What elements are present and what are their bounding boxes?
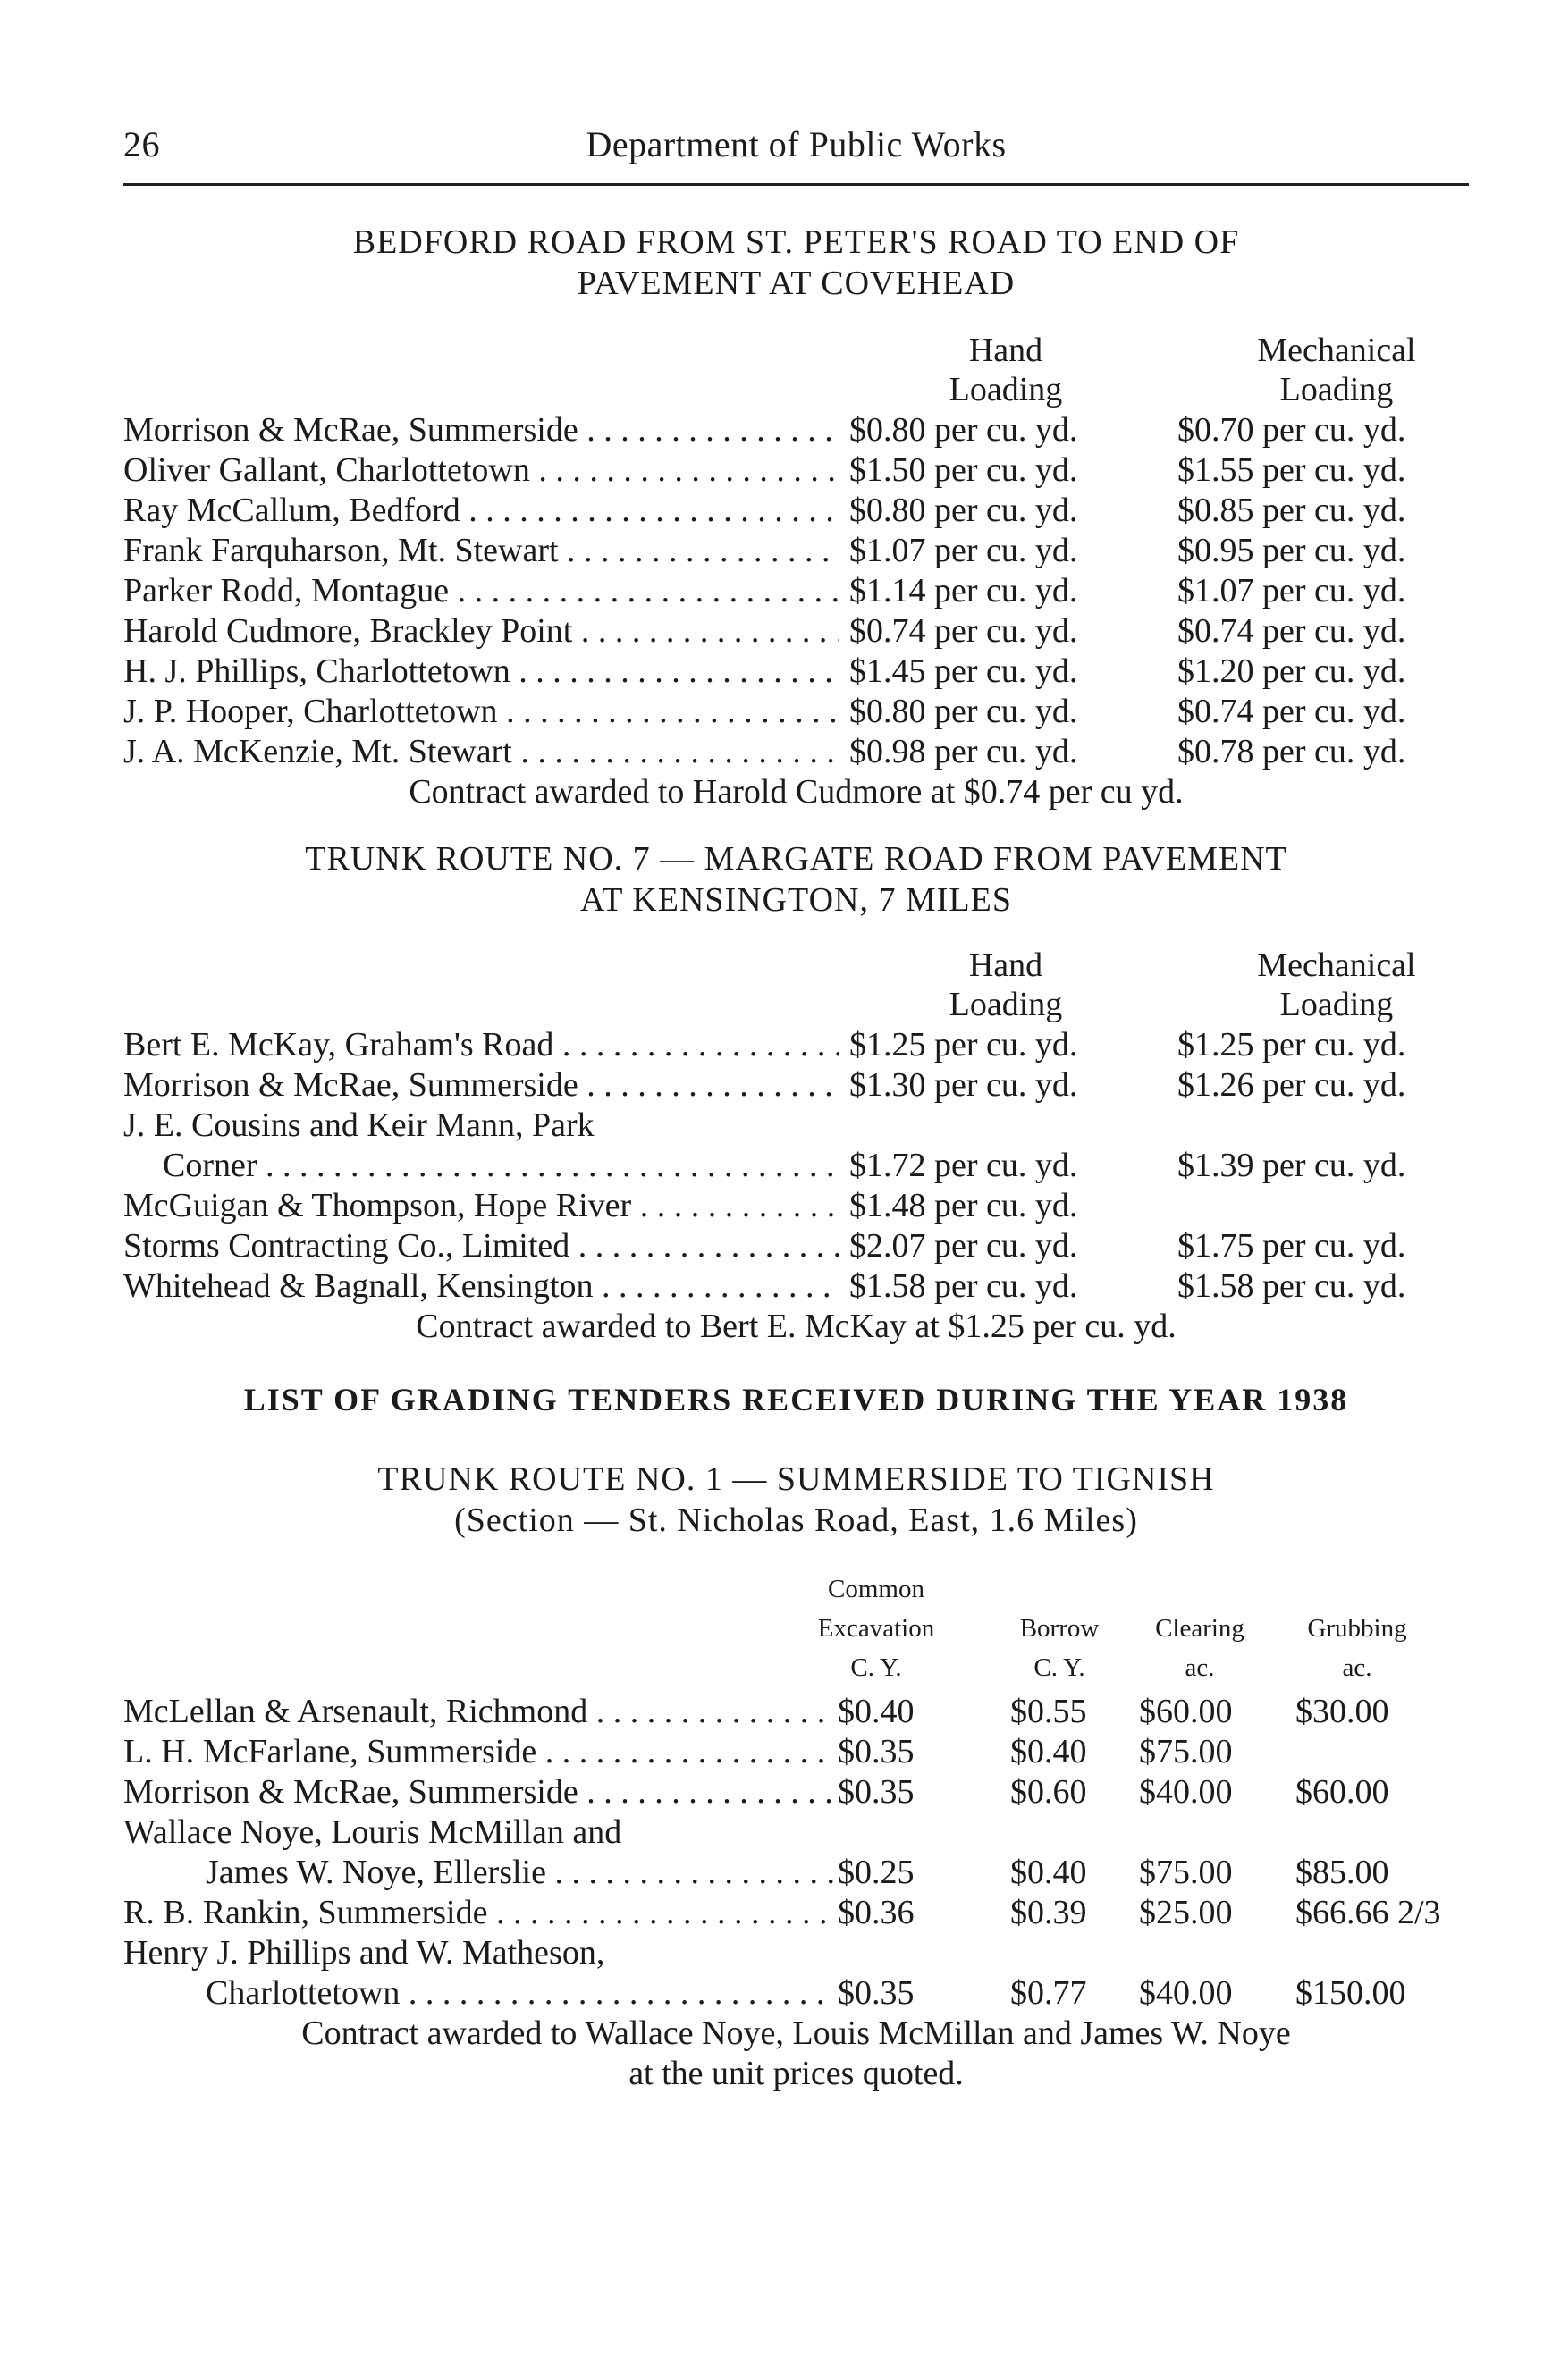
mech-price: $0.85 per cu. yd.: [1177, 492, 1406, 529]
col-header-mech-loading: Loading: [1279, 371, 1394, 408]
hand-price: $1.45 per cu. yd.: [849, 652, 1078, 690]
hand-price: $1.58 per cu. yd.: [849, 1267, 1078, 1305]
bidder-name: Storms Contracting Co., Limited . . .: [123, 1226, 839, 1266]
hand-price: $0.80 per cu. yd.: [849, 492, 1078, 529]
hand-price: $1.07 per cu. yd.: [849, 532, 1078, 569]
clearing-price: $60.00: [1139, 1693, 1233, 1730]
mech-price: $1.39 per cu. yd.: [1177, 1147, 1406, 1184]
table-row: [0, 1065, 1552, 1105]
bidder-name-line1: Henry J. Phillips and W. Matheson,: [123, 1934, 605, 1972]
mech-price: $0.70 per cu. yd.: [1177, 411, 1406, 449]
col-header-hand: Hand: [968, 946, 1043, 984]
table-row: [0, 1106, 1552, 1145]
borrow-price: $0.39: [1010, 1894, 1087, 1931]
bidder-name: Oliver Gallant, Charlottetown . . .: [123, 450, 839, 490]
table-row: [0, 531, 1552, 570]
mech-price: $0.78 per cu. yd.: [1177, 733, 1406, 770]
hand-price: $1.48 per cu. yd.: [849, 1187, 1078, 1224]
bidder-name: J. P. Hooper, Charlottetown . . .: [123, 692, 839, 731]
col-header-hand: Hand: [968, 332, 1043, 369]
table-row: [0, 1893, 1552, 1932]
grubbing-price: $66.66 2/3: [1295, 1894, 1441, 1931]
table-row: [0, 1853, 1552, 1892]
borrow-price: $0.55: [1010, 1693, 1087, 1730]
excavation-price: $0.35: [838, 1773, 915, 1811]
bidder-name: Ray McCallum, Bedford . . .: [123, 491, 839, 530]
header-rule: [123, 183, 1469, 186]
table-row: [0, 732, 1552, 771]
table-row: [0, 1732, 1552, 1771]
section-title-line2: AT KENSINGTON, 7 MILES: [580, 881, 1012, 919]
table-row: [0, 410, 1552, 450]
bidder-name: Parker Rodd, Montague . . .: [123, 571, 839, 610]
excavation-price: $0.35: [838, 1733, 915, 1770]
col-header-mechanical: Mechanical: [1257, 946, 1416, 984]
excavation-price: $0.40: [838, 1693, 915, 1730]
excavation-price: $0.36: [838, 1894, 915, 1931]
clearing-price: $40.00: [1139, 1974, 1233, 2012]
borrow-price: $0.77: [1010, 1974, 1087, 2012]
excavation-price: $0.25: [838, 1854, 915, 1891]
bidder-name-line1: Wallace Noye, Louris McMillan and: [123, 1813, 622, 1851]
running-title: Department of Public Works: [586, 124, 1007, 164]
hand-price: $0.80 per cu. yd.: [849, 693, 1078, 730]
mech-price: $0.74 per cu. yd.: [1177, 612, 1406, 650]
mech-price: $1.25 per cu. yd.: [1177, 1026, 1406, 1064]
table-row: [0, 652, 1552, 691]
bidder-name: McLellan & Arsenault, Richmond . . .: [123, 1692, 834, 1731]
section-title: TRUNK ROUTE NO. 7 — MARGATE ROAD FROM PAVEMENT: [305, 840, 1287, 878]
col-header-excavation-2: Excavation: [817, 1614, 935, 1643]
borrow-price: $0.40: [1010, 1733, 1087, 1770]
col-header-clearing-unit: ac.: [1185, 1653, 1215, 1682]
bidder-name: H. J. Phillips, Charlottetown . . .: [123, 652, 839, 691]
hand-price: $0.98 per cu. yd.: [849, 733, 1078, 770]
mech-price: $1.07 per cu. yd.: [1177, 572, 1406, 610]
col-header-hand-loading: Loading: [949, 986, 1063, 1023]
hand-price: $1.14 per cu. yd.: [849, 572, 1078, 610]
bidder-name: McGuigan & Thompson, Hope River . . .: [123, 1186, 839, 1225]
table-row: [0, 571, 1552, 610]
clearing-price: $25.00: [1139, 1894, 1233, 1931]
bidder-name: James W. Noye, Ellerslie . . .: [206, 1853, 834, 1892]
bidder-name: Charlottetown . . .: [206, 1973, 834, 2013]
award-note: Contract awarded to Bert E. McKay at $1.25 per cu. yd.: [416, 1308, 1177, 1345]
col-header-mechanical: Mechanical: [1257, 332, 1416, 369]
bidder-name: Morrison & McRae, Summerside . . .: [123, 1065, 839, 1105]
table-row: [0, 1186, 1552, 1225]
bidder-name-line1: J. E. Cousins and Keir Mann, Park: [123, 1106, 595, 1144]
borrow-price: $0.60: [1010, 1773, 1087, 1811]
hand-price: $2.07 per cu. yd.: [849, 1227, 1078, 1265]
award-note: Contract awarded to Harold Cudmore at $0.74 per cu yd.: [409, 773, 1184, 811]
bidder-name: Harold Cudmore, Brackley Point . . .: [123, 611, 839, 651]
borrow-price: $0.40: [1010, 1854, 1087, 1891]
col-header-mech-loading: Loading: [1279, 986, 1394, 1023]
clearing-price: $75.00: [1139, 1854, 1233, 1891]
table-row: [0, 1025, 1552, 1064]
bidder-name: Frank Farquharson, Mt. Stewart . . .: [123, 531, 839, 570]
hand-price: $0.74 per cu. yd.: [849, 612, 1078, 650]
table-row: [0, 1226, 1552, 1266]
award-note: Contract awarded to Wallace Noye, Louis McMillan and James W. Noye: [301, 2014, 1291, 2052]
section-title: BEDFORD ROAD FROM ST. PETER'S ROAD TO END OF: [352, 223, 1240, 261]
table-row: [0, 611, 1552, 651]
grubbing-price: $85.00: [1295, 1854, 1389, 1891]
col-header-excavation: Common: [828, 1575, 924, 1603]
hand-price: $1.50 per cu. yd.: [849, 451, 1078, 489]
table-row: [0, 450, 1552, 490]
col-header-borrow-unit: C. Y.: [1033, 1653, 1085, 1682]
col-header-clearing: Clearing: [1155, 1614, 1244, 1643]
bidder-name: Whitehead & Bagnall, Kensington . . .: [123, 1266, 839, 1306]
hand-price: $1.72 per cu. yd.: [849, 1147, 1078, 1184]
list-heading: LIST OF GRADING TENDERS RECEIVED DURING THE YEAR 1938: [243, 1382, 1349, 1417]
award-note-line2: at the unit prices quoted.: [628, 2055, 964, 2092]
col-header-grubbing: Grubbing: [1307, 1614, 1407, 1643]
bidder-name: J. A. McKenzie, Mt. Stewart . . .: [123, 732, 839, 771]
col-header-grubbing-unit: ac.: [1342, 1653, 1372, 1682]
bidder-name: R. B. Rankin, Summerside . . .: [123, 1893, 834, 1932]
table-row: [0, 1692, 1552, 1731]
table-row: [0, 1812, 1552, 1852]
bidder-name: Morrison & McRae, Summerside . . .: [123, 1772, 834, 1812]
table-row: [0, 1266, 1552, 1306]
section-title-line2: (Section — St. Nicholas Road, East, 1.6 Miles): [454, 1501, 1138, 1539]
grubbing-price: $150.00: [1295, 1974, 1406, 2012]
table-row: [0, 1772, 1552, 1812]
page-number: 26: [123, 124, 160, 164]
col-header-hand-loading: Loading: [949, 371, 1063, 408]
hand-price: $1.25 per cu. yd.: [849, 1026, 1078, 1064]
table-row: [0, 1933, 1552, 1972]
mech-price: $0.74 per cu. yd.: [1177, 693, 1406, 730]
mech-price: $1.20 per cu. yd.: [1177, 652, 1406, 690]
col-header-borrow: Borrow: [1019, 1614, 1100, 1643]
mech-price: $1.55 per cu. yd.: [1177, 451, 1406, 489]
mech-price: $1.75 per cu. yd.: [1177, 1227, 1406, 1265]
table-row: [0, 491, 1552, 530]
section-title-line2: PAVEMENT AT COVEHEAD: [577, 265, 1016, 302]
col-header-excavation-unit: C. Y.: [850, 1653, 902, 1682]
excavation-price: $0.35: [838, 1974, 915, 2012]
hand-price: $1.30 per cu. yd.: [849, 1066, 1078, 1104]
section-title: TRUNK ROUTE NO. 1 — SUMMERSIDE TO TIGNISH: [377, 1460, 1215, 1498]
table-row: [0, 692, 1552, 731]
mech-price: $1.58 per cu. yd.: [1177, 1267, 1406, 1305]
mech-price: $0.95 per cu. yd.: [1177, 532, 1406, 569]
bidder-name: Morrison & McRae, Summerside . . .: [123, 410, 839, 450]
bidder-name: Bert E. McKay, Graham's Road . . .: [123, 1025, 839, 1064]
clearing-price: $40.00: [1139, 1773, 1233, 1811]
bidder-name: L. H. McFarlane, Summerside . . .: [123, 1732, 834, 1771]
grubbing-price: $60.00: [1295, 1773, 1389, 1811]
clearing-price: $75.00: [1139, 1733, 1233, 1770]
table-row: [0, 1146, 1552, 1185]
mech-price: $1.26 per cu. yd.: [1177, 1066, 1406, 1104]
bidder-name: Corner . . .: [163, 1146, 839, 1185]
table-row: [0, 1973, 1552, 2013]
hand-price: $0.80 per cu. yd.: [849, 411, 1078, 449]
grubbing-price: $30.00: [1295, 1693, 1389, 1730]
